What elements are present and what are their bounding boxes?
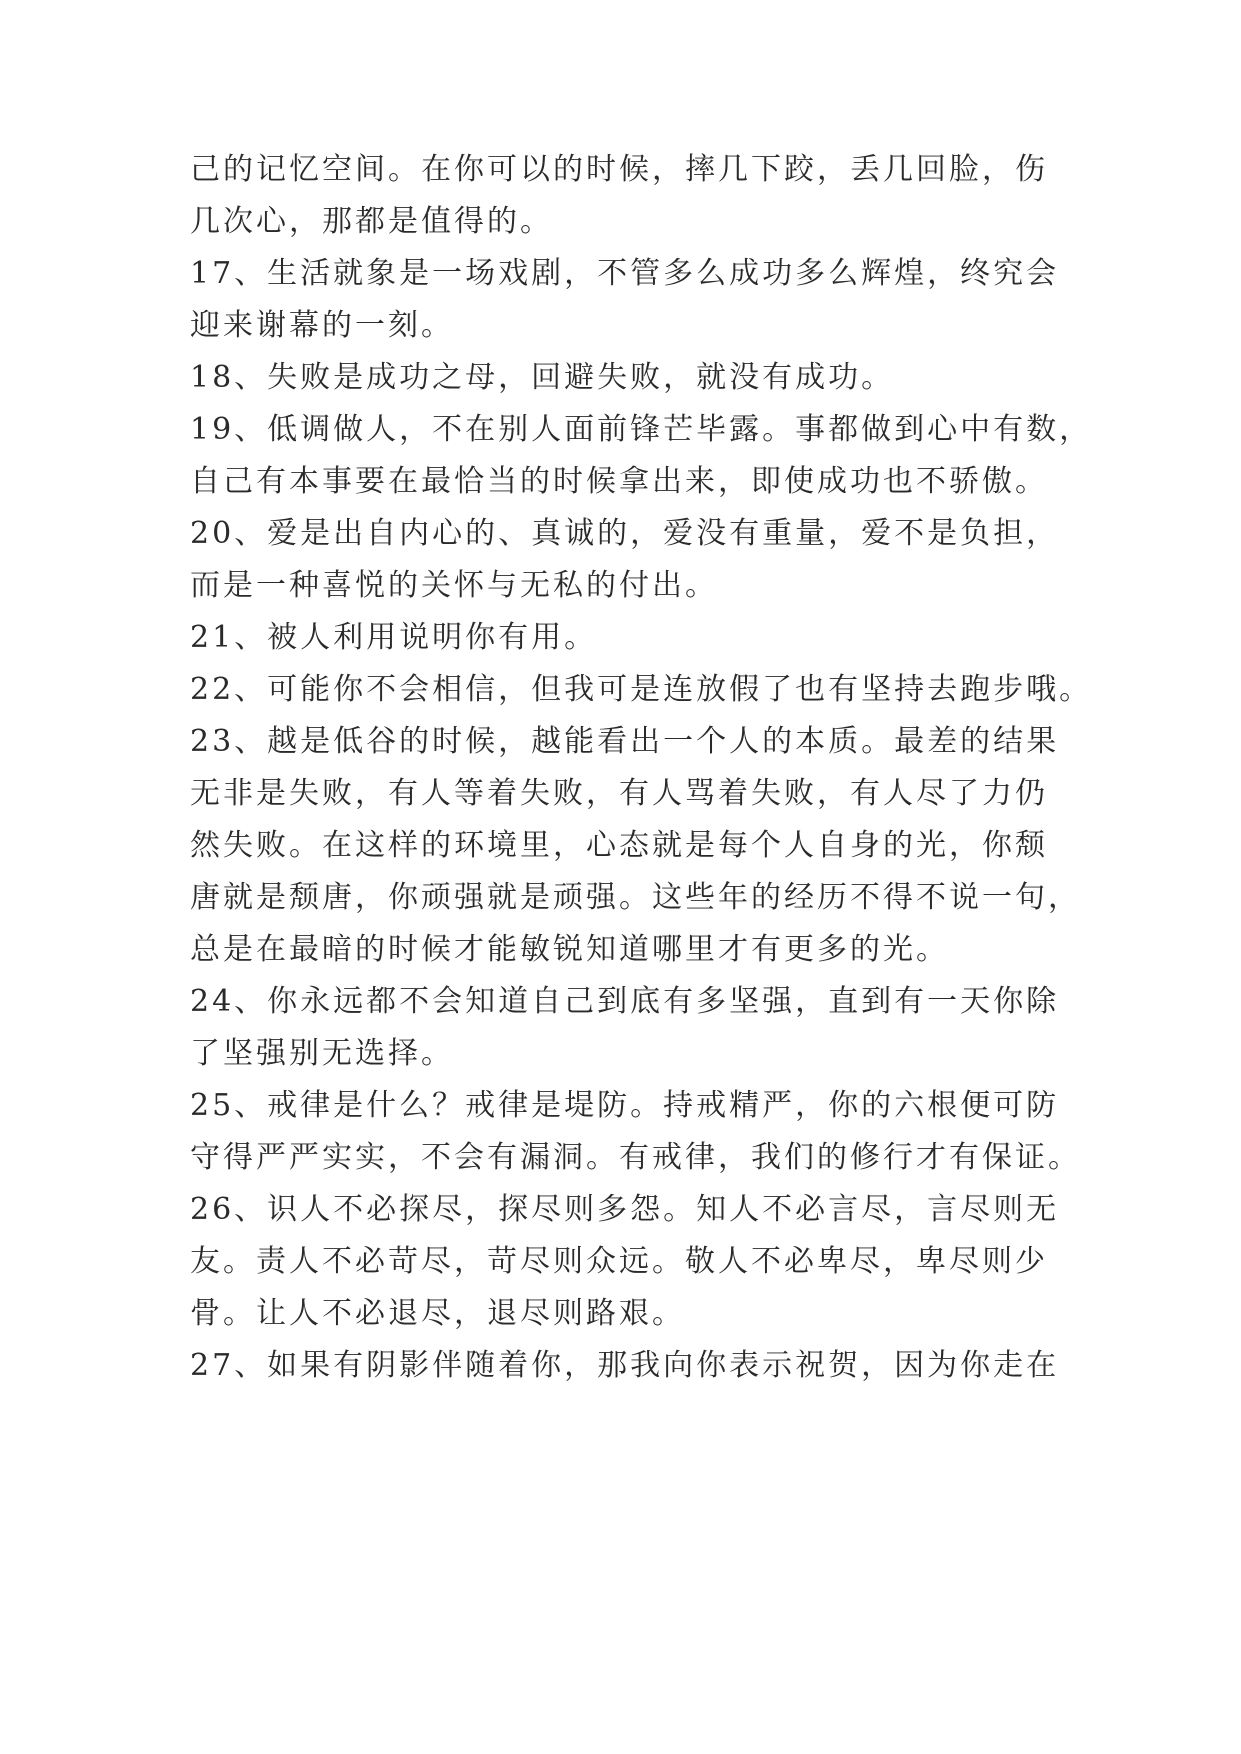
text-line: 友。责人不必苛尽，苛尽则众远。敬人不必卑尽，卑尽则少 [190, 1244, 1048, 1279]
text-line: 21、被人利用说明你有用。 [190, 620, 598, 655]
text-line: 19、低调做人，不在别人面前锋芒毕露。事都做到心中有数， [190, 412, 1093, 447]
text-line: 了坚强别无选择。 [190, 1036, 454, 1071]
text-line: 自己有本事要在最恰当的时候拿出来，即使成功也不骄傲。 [190, 464, 1048, 499]
text-line: 唐就是颓唐，你顽强就是顽强。这些年的经历不得不说一句， [190, 880, 1081, 915]
text-line: 17、生活就象是一场戏剧，不管多么成功多么辉煌，终究会 [190, 256, 1060, 291]
text-line: 骨。让人不必退尽，退尽则路艰。 [190, 1296, 685, 1331]
text-line: 无非是失败，有人等着失败，有人骂着失败，有人尽了力仍 [190, 776, 1048, 811]
text-line: 22、可能你不会相信，但我可是连放假了也有坚持去跑步哦。 [190, 672, 1093, 707]
text-line: 25、戒律是什么？戒律是堤防。持戒精严，你的六根便可防 [190, 1088, 1060, 1123]
text-line: 26、识人不必探尽，探尽则多怨。知人不必言尽，言尽则无 [190, 1192, 1060, 1227]
text-line: 守得严严实实，不会有漏洞。有戒律，我们的修行才有保证。 [190, 1140, 1081, 1175]
text-line: 18、失败是成功之母，回避失败，就没有成功。 [190, 360, 895, 395]
text-line: 己的记忆空间。在你可以的时候，摔几下跤，丢几回脸，伤 [190, 152, 1048, 187]
text-line: 然失败。在这样的环境里，心态就是每个人自身的光，你颓 [190, 828, 1048, 863]
text-line: 27、如果有阴影伴随着你，那我向你表示祝贺，因为你走在 [190, 1348, 1060, 1383]
text-line: 20、爱是出自内心的、真诚的，爱没有重量，爱不是负担， [190, 516, 1060, 551]
text-line: 总是在最暗的时候才能敏锐知道哪里才有更多的光。 [190, 932, 949, 967]
text-line: 23、越是低谷的时候，越能看出一个人的本质。最差的结果 [190, 724, 1060, 759]
text-line: 而是一种喜悦的关怀与无私的付出。 [190, 568, 718, 603]
text-line: 24、你永远都不会知道自己到底有多坚强，直到有一天你除 [190, 984, 1060, 1019]
text-line: 迎来谢幕的一刻。 [190, 308, 454, 343]
text-line: 几次心，那都是值得的。 [190, 204, 553, 239]
